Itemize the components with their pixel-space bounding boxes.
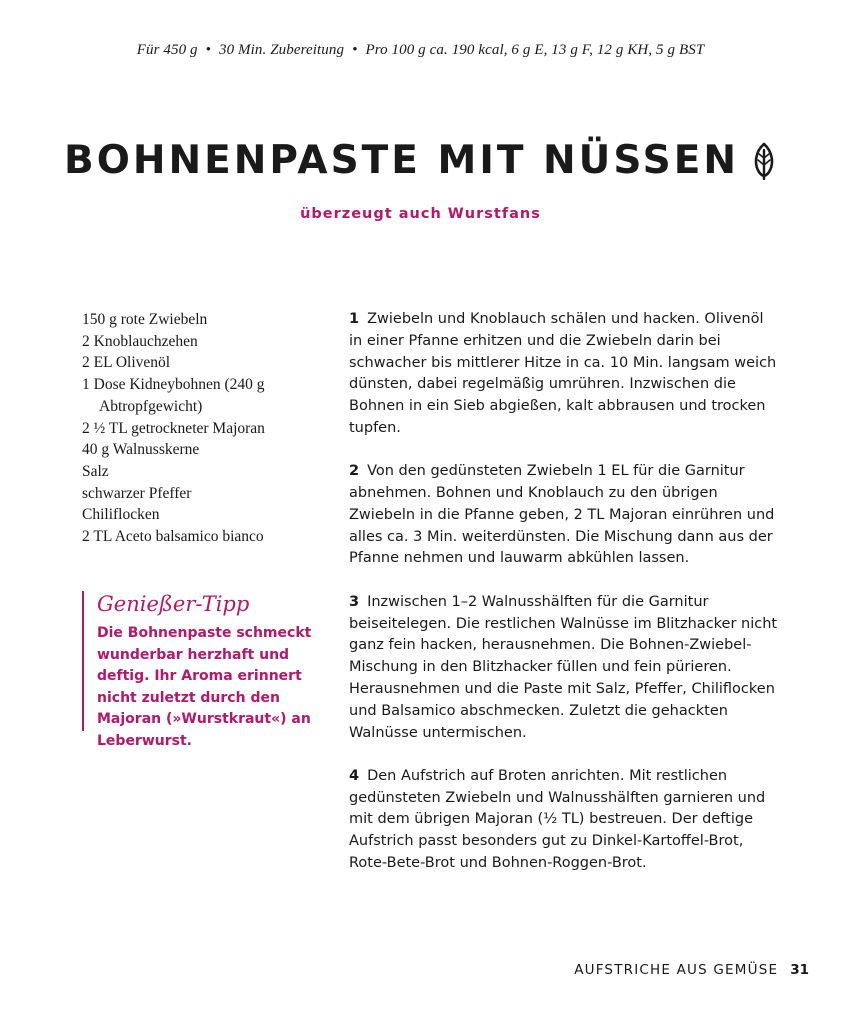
recipe-title: BOHNENPASTE MIT NÜSSEN bbox=[63, 138, 740, 183]
ingredient-item: Chiliflocken bbox=[82, 506, 160, 524]
instruction-steps bbox=[349, 309, 781, 896]
page-number: 31 bbox=[790, 962, 809, 978]
step-text: Inzwischen 1–2 Walnusshälften für die Garnitur beiseitelegen. Die restlichen Walnüsse im Blitzhacker nicht ganz fein hacken, herausnehmen. Die Bohnen-Zwiebel-Mischung in den Blitzhacker füllen und fein pürieren. Herausnehmen und die Paste mit Salz, Pfeffer, Chiliflocken und Balsamico abschmecken. Zuletzt die gehackten Walnüsse untermischen. bbox=[349, 593, 778, 741]
meta-separator: • bbox=[352, 42, 358, 58]
ingredient-item: Salz bbox=[82, 462, 109, 480]
step-text: Von den gedünsteten Zwiebeln 1 EL für die Garnitur abnehmen. Bohnen und Knoblauch zu den übrigen Zwiebeln in die Pfanne geben, 2 TL Majoran einrühren und alles ca. 3 Min. weiterdünsten. Die Mischung dann aus der Pfanne nehmen und lauwarm abkühlen lassen. bbox=[349, 463, 775, 567]
page-footer bbox=[574, 962, 809, 978]
ingredient-item: schwarzer Pfeffer bbox=[82, 484, 192, 502]
step-number: 4 bbox=[349, 767, 360, 784]
meta-yield: Für 450 g bbox=[136, 42, 198, 58]
step-3 bbox=[349, 592, 781, 745]
meta-separator: • bbox=[205, 42, 211, 58]
ingredient-item: 2 ½ TL getrockneter Majoran bbox=[82, 419, 265, 437]
step-1 bbox=[349, 309, 781, 440]
step-number: 3 bbox=[349, 593, 360, 610]
recipe-subtitle: überzeugt auch Wurstfans bbox=[300, 206, 541, 222]
ingredient-item: 2 EL Olivenöl bbox=[82, 354, 171, 372]
step-2 bbox=[349, 461, 781, 570]
meta-nutrition: Pro 100 g ca. 190 kcal, 6 g E, 13 g F, 12 g KH, 5 g BST bbox=[365, 42, 705, 58]
step-text: Zwiebeln und Knoblauch schälen und hacken. Olivenöl in einer Pfanne erhitzen und die Zwiebeln darin bei schwacher bis mittlerer Hitze in ca. 10 Min. langsam weich dünsten, dabei regelmäßig umrühren. Inzwischen die Bohnen in ein Sieb abgießen, kalt abbrausen und trocken tupfen. bbox=[349, 311, 777, 436]
step-text: Den Aufstrich auf Broten anrichten. Mit restlichen gedünsteten Zwiebeln und Walnusshälften garnieren und mit dem übrigen Majoran (½ TL) bestreuen. Der deftige Aufstrich passt besonders gut zu Dinkel-Kartoffel-Brot, Rote-Bete-Brot und Bohnen-Roggen-Brot. bbox=[349, 767, 766, 872]
step-4 bbox=[349, 766, 781, 875]
meta-time: 30 Min. Zubereitung bbox=[218, 42, 345, 58]
section-name: AUFSTRICHE AUS GEMÜSE bbox=[574, 962, 779, 978]
tip-box bbox=[82, 591, 322, 749]
ingredient-item: 40 g Walnusskerne bbox=[82, 441, 200, 459]
step-number: 1 bbox=[349, 311, 360, 327]
tip-text: Die Bohnenpaste schmeckt wunderbar herzhaft und deftig. Ihr Aroma erinnert nicht zuletzt durch den Majoran (»Wurstkraut«) an Leberwurst. bbox=[97, 625, 312, 749]
ingredient-item: 2 Knoblauchzehen bbox=[82, 332, 198, 350]
recipe-meta bbox=[0, 42, 841, 59]
leaf-icon bbox=[751, 142, 777, 180]
ingredient-item: 2 TL Aceto balsamico bianco bbox=[82, 528, 264, 546]
ingredient-item: 150 g rote Zwiebeln bbox=[82, 311, 208, 328]
tip-title: Genießer-Tipp bbox=[97, 592, 250, 616]
ingredient-list bbox=[82, 309, 317, 548]
ingredient-item: 1 Dose Kidneybohnen (240 g Abtropfgewicht) bbox=[82, 376, 265, 415]
step-number: 2 bbox=[349, 463, 360, 480]
title-row bbox=[0, 138, 841, 183]
